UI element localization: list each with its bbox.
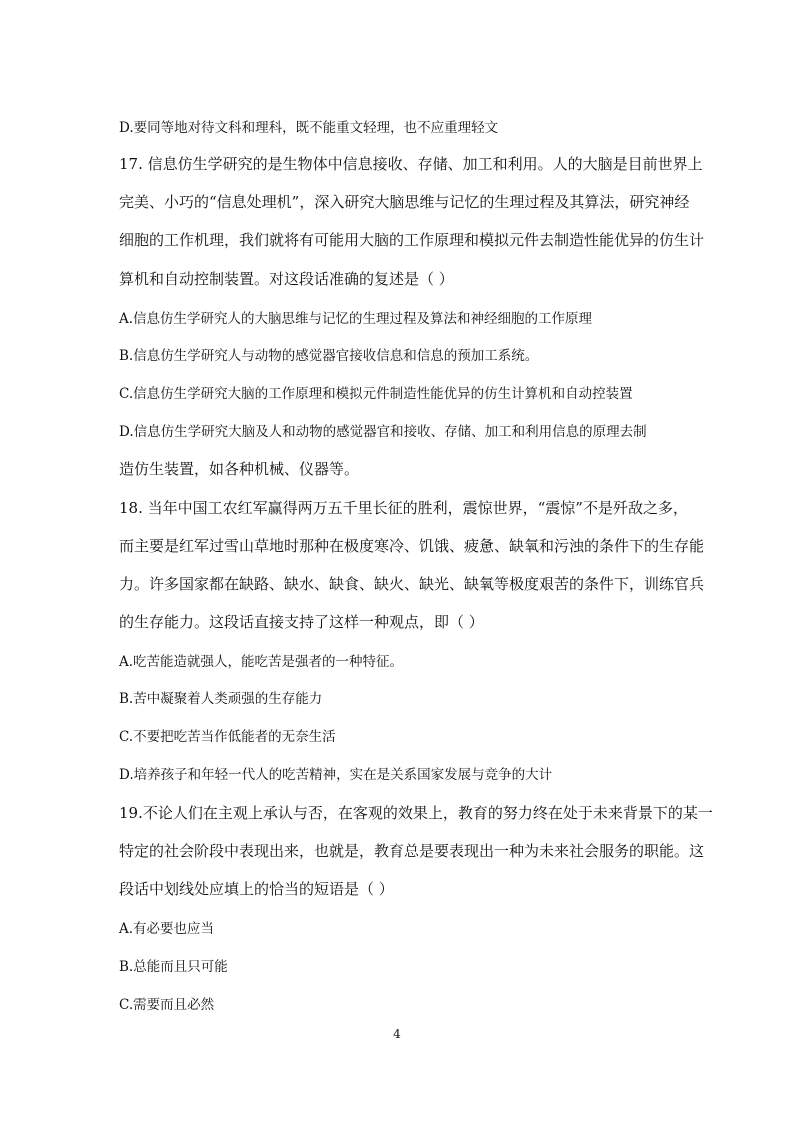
q19-stem-line-2: 特定的社会阶段中表现出来，也就是，教育总是要表现出一种为未来社会服务的职能。这 [119, 842, 705, 860]
q18-stem-line-4: 的生存能力。这段话直接支持了这样一种观点，即（ ） [119, 613, 484, 631]
q18-stem-line-3: 力。许多国家都在缺路、缺水、缺食、缺火、缺光、缺氧等极度艰苦的条件下，训练官兵 [119, 575, 705, 593]
q18-stem-line-1: 18. 当年中国工农红军赢得两万五千里长征的胜利，震惊世界，“震惊”不是歼敌之多， [119, 499, 688, 517]
q17-option-b: B.信息仿生学研究人与动物的感觉器官接收信息和信息的预加工系统。 [119, 348, 539, 364]
q19-option-b: B.总能而且只可能 [119, 959, 228, 975]
q17-stem-line-4: 算机和自动控制装置。对这段话准确的复述是（ ） [119, 270, 454, 288]
q17-option-c: C.信息仿生学研究大脑的工作原理和模拟元件制造性能优异的仿生计算机和自动控装置 [119, 386, 633, 402]
q17-option-d-line-2: 造仿生装置，如各种机械、仪器等。 [119, 460, 360, 478]
page-number: 4 [393, 1027, 401, 1041]
q18-option-d: D.培养孩子和年轻一代人的吃苦精神，实在是关系国家发展与竞争的大计 [119, 767, 553, 783]
q19-stem-line-1: 19.不论人们在主观上承认与否，在客观的效果上，教育的努力终在处于未来背景下的某一 [119, 804, 713, 822]
q19-option-c: C.需要而且必然 [119, 997, 215, 1013]
q17-stem-line-1: 17. 信息仿生学研究的是生物体中信息接收、存储、加工和利用。人的大脑是目前世界上 [119, 155, 703, 173]
q19-stem-line-3: 段话中划线处应填上的恰当的短语是（ ） [119, 880, 394, 898]
q17-stem-line-2: 完美、小巧的“信息处理机”，深入研究大脑思维与记忆的生理过程及其算法，研究神经 [119, 193, 690, 211]
q18-option-c: C.不要把吃苦当作低能者的无奈生活 [119, 729, 336, 745]
q17-option-a: A.信息仿生学研究人的大脑思维与记忆的生理过程及算法和神经细胞的工作原理 [119, 311, 593, 327]
q17-option-d-line-1: D.信息仿生学研究大脑及人和动物的感觉器官和接收、存储、加工和利用信息的原理去制 [119, 424, 647, 440]
q17-stem-line-3: 细胞的工作机理，我们就将有可能用大脑的工作原理和模拟元件去制造性能优异的仿生计 [119, 231, 705, 249]
q18-option-b: B.苦中凝聚着人类顽强的生存能力 [119, 691, 323, 707]
q18-stem-line-2: 而主要是红军过雪山草地时那种在极度寒冷、饥饿、疲惫、缺氧和污浊的条件下的生存能 [119, 537, 705, 555]
q19-option-a: A.有必要也应当 [119, 921, 215, 937]
q18-option-a: A.吃苦能造就强人，能吃苦是强者的一种特征。 [119, 654, 404, 670]
q16-option-d: D.要同等地对待文科和理科，既不能重文轻理，也不应重理轻文 [119, 120, 499, 136]
